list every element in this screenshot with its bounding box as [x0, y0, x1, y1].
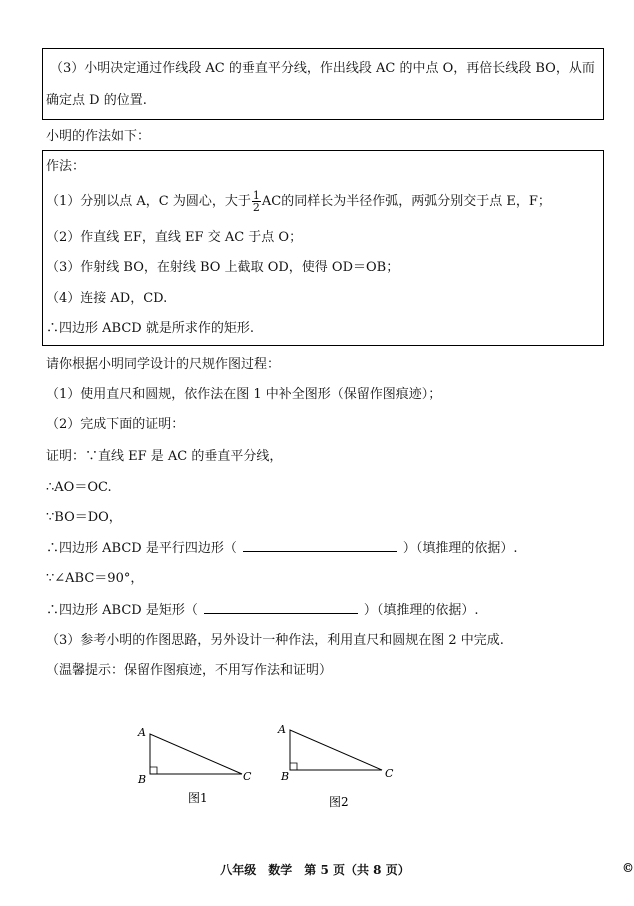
label-c-1: C — [243, 770, 252, 783]
proof-line6 — [46, 601, 478, 620]
proof-line4-post: ）（填推理的依据）. — [402, 541, 518, 556]
figure-2 — [272, 722, 412, 817]
caption-1: 图1 — [188, 791, 208, 805]
proof-line4-pre: ∴四边形 ABCD 是平行四边形（ — [46, 541, 237, 556]
method-box — [42, 150, 604, 346]
label-a-1: A — [138, 726, 146, 739]
method-title: 作法： — [46, 159, 86, 174]
proof-line5: ∵∠ABC＝90°， — [46, 571, 144, 586]
method-step3: （3）作射线 BO，在射线 BO 上截取 OD，使得 OD＝OB； — [46, 260, 400, 275]
task-3: （3）参考小明的作图思路，另外设计一种作法，利用直尺和圆规在图 2 中完成. — [46, 633, 504, 648]
answer-blank-1[interactable] — [243, 539, 397, 552]
method-conclusion: ∴四边形 ABCD 就是所求作的矩形. — [46, 321, 254, 336]
proof-line1: 证明：∵直线 EF 是 AC 的垂直平分线， — [46, 449, 283, 464]
proof-line6-pre: ∴四边形 ABCD 是矩形（ — [46, 603, 198, 618]
triangle-abc-1 — [150, 734, 242, 774]
right-angle-mark-1 — [150, 767, 157, 774]
box1-line2: 确定点 D 的位置. — [46, 93, 147, 108]
task-intro: 请你根据小明同学设计的尺规作图过程： — [46, 357, 281, 372]
box1-line1: （3）小明决定通过作线段 AC 的垂直平分线，作出线段 AC 的中点 O，再倍长线段 BO，从而 — [50, 61, 595, 76]
right-angle-mark-2 — [290, 763, 297, 770]
label-a-2: A — [278, 723, 286, 736]
fraction-numerator: 1 — [252, 189, 260, 202]
fraction-denominator: 2 — [252, 201, 260, 214]
edge-mark: © — [622, 861, 634, 875]
label-b-2: B — [281, 770, 290, 783]
fraction-half — [252, 190, 261, 213]
answer-blank-2[interactable] — [204, 601, 358, 614]
proof-line6-post: ）（填推理的依据）. — [363, 603, 479, 618]
page-footer: 八年级 数学 第 5 页（共 8 页） — [220, 863, 410, 877]
proof-line2: ∴AO＝OC. — [46, 480, 112, 495]
step1-pre: （1）分别以点 A，C 为圆心，大于 — [46, 194, 251, 209]
step1-post: AC的同样长为半径作弧，两弧分别交于点 E，F； — [261, 194, 551, 209]
proof-line3: ∵BO＝DO， — [46, 510, 122, 525]
method-intro: 小明的作法如下： — [46, 129, 151, 144]
label-c-2: C — [385, 767, 394, 780]
task-1: （1）使用直尺和圆规，依作法在图 1 中补全图形（保留作图痕迹）； — [46, 387, 442, 402]
task-2: （2）完成下面的证明： — [46, 417, 185, 432]
label-b-1: B — [138, 773, 147, 786]
method-step2: （2）作直线 EF，直线 EF 交 AC 于点 O； — [46, 230, 303, 245]
triangle-abc-2 — [290, 730, 382, 770]
caption-2: 图2 — [329, 795, 349, 809]
method-step1 — [46, 190, 551, 213]
figure-1 — [130, 722, 260, 812]
proof-line4 — [46, 539, 517, 558]
method-step4: （4）连接 AD，CD. — [46, 291, 168, 306]
hint: （温馨提示：保留作图痕迹，不用写作法和证明） — [46, 663, 333, 678]
